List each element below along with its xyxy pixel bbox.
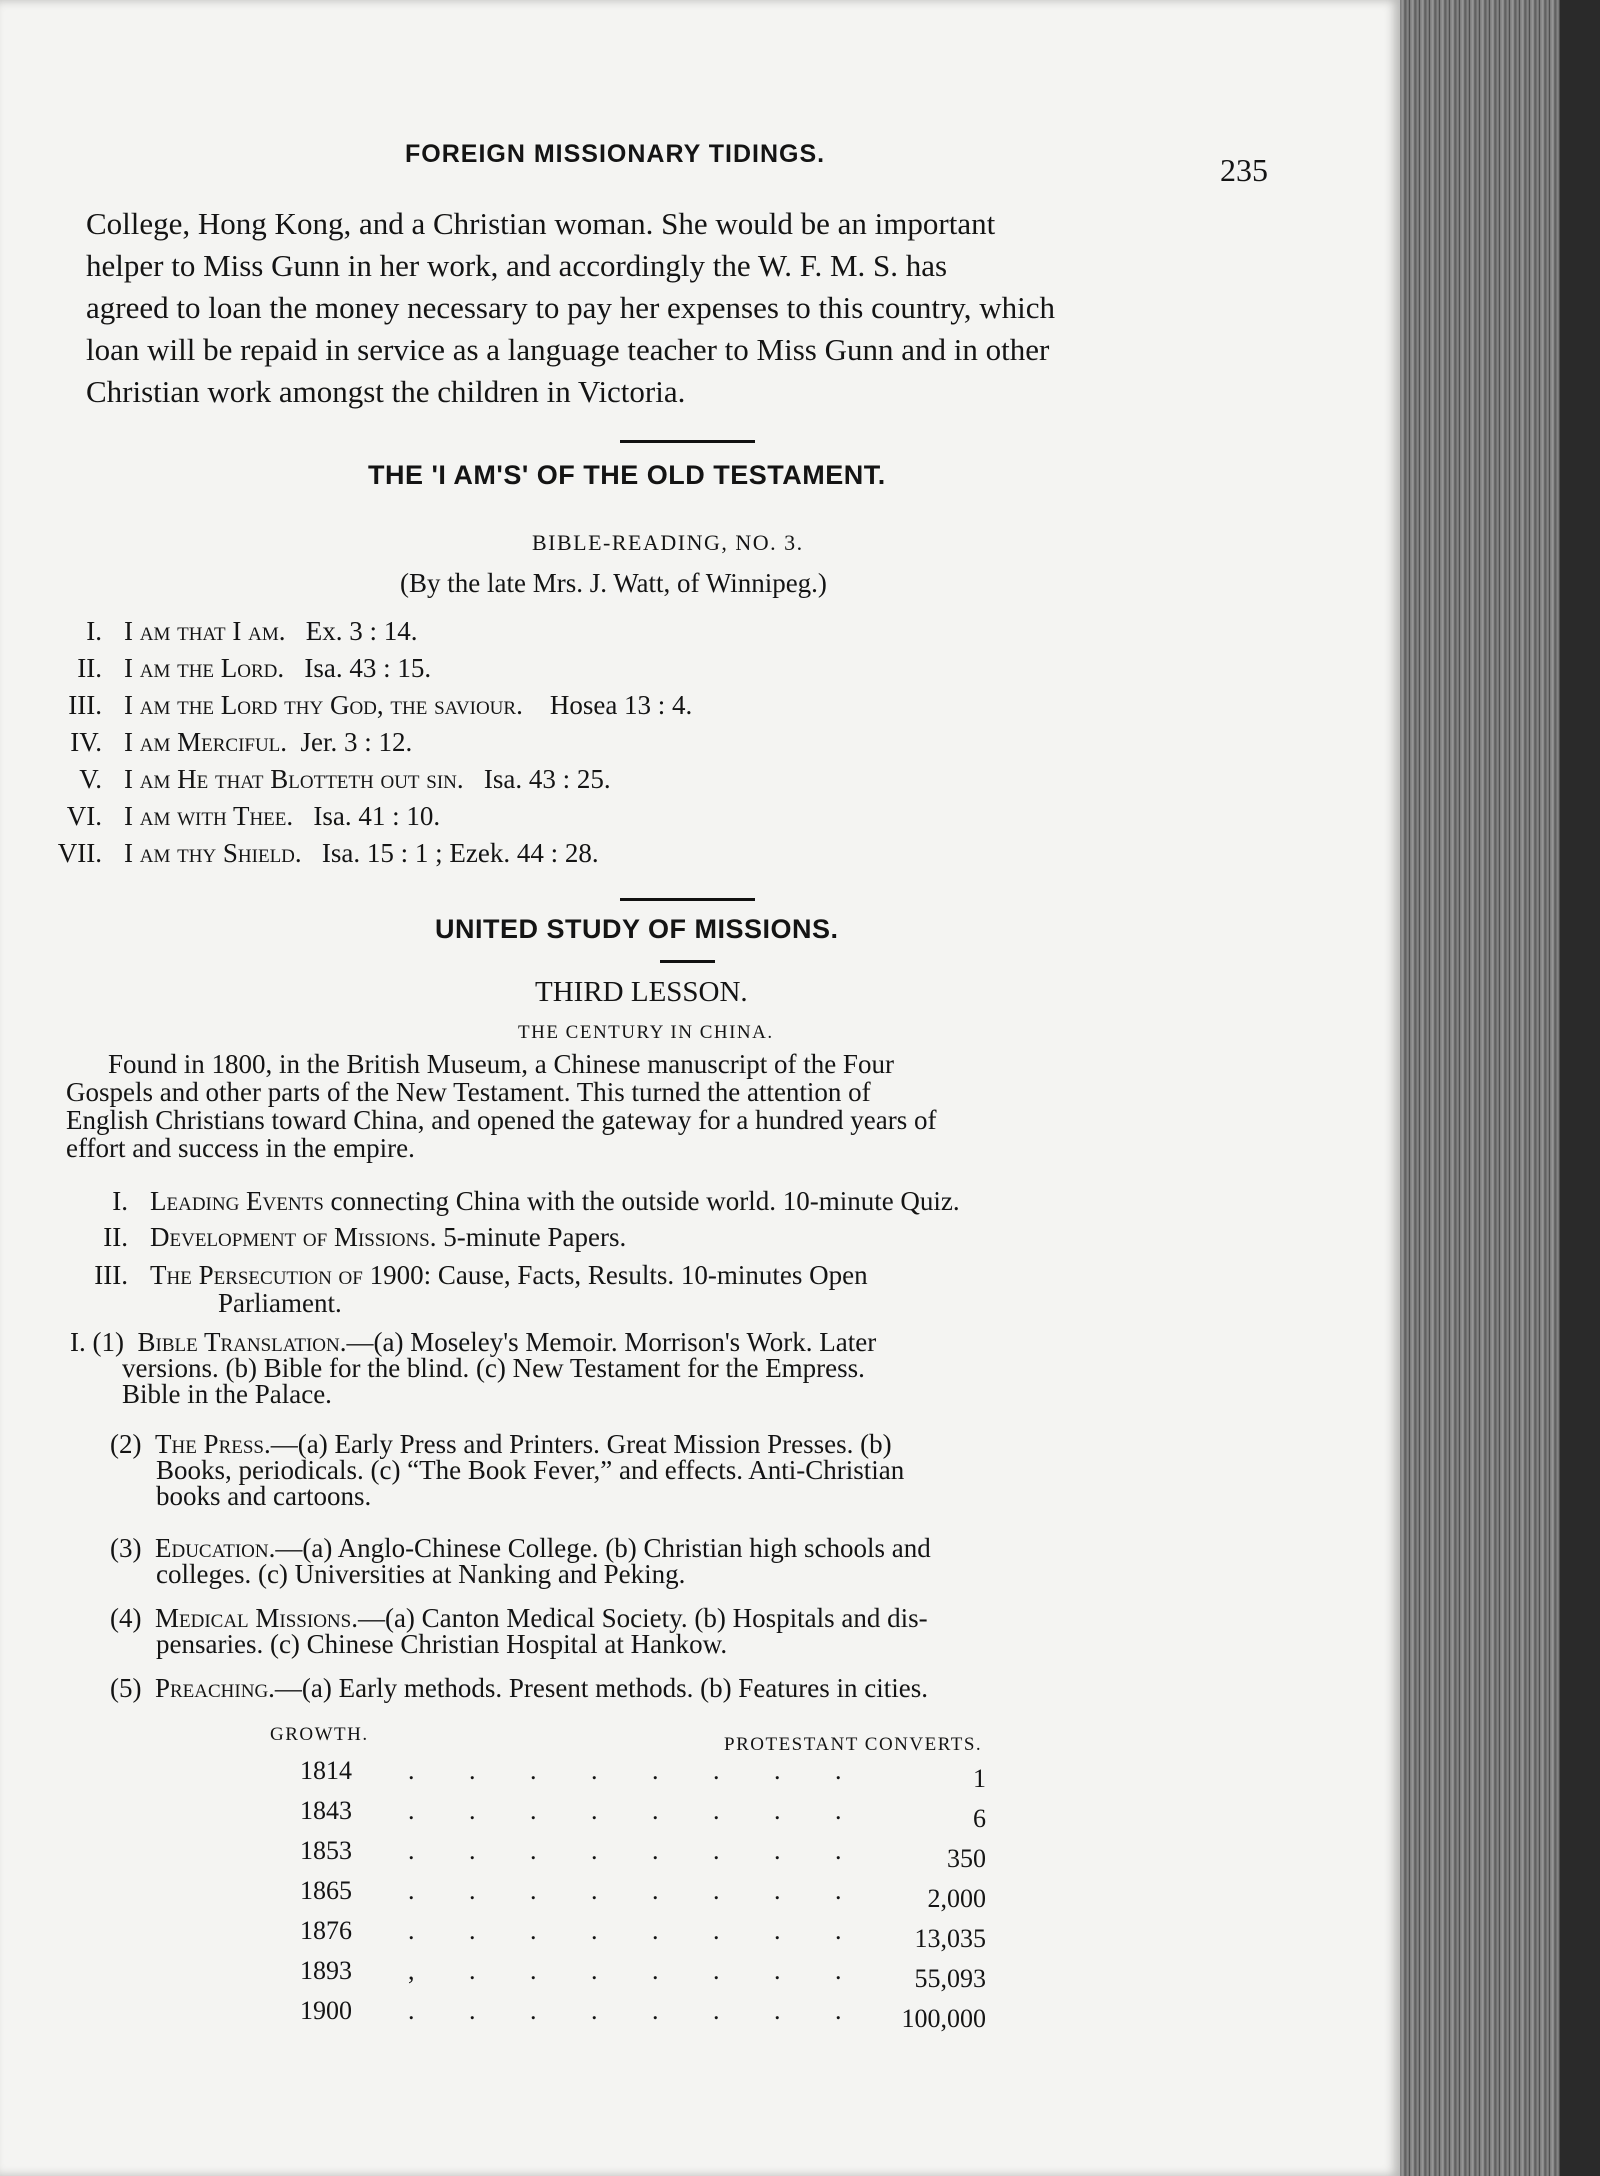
lesson-para-line: Found in 1800, in the British Museum, a Chinese manuscript of the Four (108, 1049, 894, 1079)
section2-title: UNITED STUDY OF MISSIONS. (435, 914, 839, 944)
detail-item: (3) Education.—(a) Anglo-Chinese College. (b) Christian high schools and (110, 1533, 931, 1563)
converts-value: 6 (973, 1804, 986, 1833)
list-item: I. I am that I am. Ex. 3 : 14. (86, 616, 418, 646)
converts-value: 100,000 (901, 2004, 986, 2033)
intro-line: College, Hong Kong, and a Christian woman. She would be an important (86, 206, 996, 241)
list-item: III. I am the Lord thy God, the saviour. Hosea 13 : 4. (68, 690, 693, 720)
detail-item: (4) Medical Missions.—(a) Canton Medical Society. (b) Hospitals and dis- (110, 1603, 928, 1633)
intro-line: helper to Miss Gunn in her work, and accordingly the W. F. M. S. has (86, 248, 948, 283)
detail-item: (5) Preaching.—(a) Early methods. Present methods. (b) Features in cities. (110, 1673, 929, 1703)
leader-dots: . . . . . . . . (408, 1916, 866, 1945)
leader-dots: . . . . . . . . (408, 1796, 866, 1825)
growth-year: 1865 (300, 1876, 352, 1905)
converts-value: 350 (947, 1844, 986, 1873)
leader-dots: . . . . . . . . (408, 1996, 866, 2025)
section1-byline: (By the late Mrs. J. Watt, of Winnipeg.) (400, 568, 827, 598)
detail-line: Bible in the Palace. (122, 1379, 332, 1409)
list-item: VII. I am thy Shield. Isa. 15 : 1 ; Ezek. 44 : 28. (57, 838, 599, 868)
section1-title: THE 'I AM'S' OF THE OLD TESTAMENT. (368, 460, 886, 490)
growth-year: 1814 (300, 1756, 352, 1785)
page-number: 235 (1220, 152, 1268, 188)
section-divider (620, 898, 755, 901)
lesson-para-line: English Christians toward China, and opened the gateway for a hundred years of (66, 1105, 937, 1135)
list-item: VI. I am with Thee. Isa. 41 : 10. (66, 801, 441, 831)
running-title: FOREIGN MISSIONARY TIDINGS. (405, 140, 826, 168)
converts-value: 13,035 (914, 1924, 986, 1953)
outline-item: III. The Persecution of 1900: Cause, Facts, Results. 10-minutes Open (94, 1260, 868, 1290)
lesson-para-line: effort and success in the empire. (66, 1133, 415, 1163)
leader-dots: . . . . . . . . (408, 1836, 866, 1865)
detail-line: pensaries. (c) Chinese Christian Hospital at Hankow. (156, 1629, 728, 1659)
section1-subtitle: BIBLE-READING, NO. 3. (532, 530, 804, 555)
intro-line: agreed to loan the money necessary to pay her expenses to this country, which (86, 290, 1056, 325)
converts-value: 55,093 (914, 1964, 986, 1993)
lesson-subtitle: THE CENTURY IN CHINA. (518, 1022, 774, 1043)
intro-line: Christian work amongst the children in Victoria. (86, 374, 686, 409)
section-divider (620, 440, 755, 443)
list-item: II. I am the Lord. Isa. 43 : 15. (77, 653, 432, 683)
outline-item: I. Leading Events connecting China with the outside world. 10-minute Quiz. (112, 1186, 960, 1216)
converts-col-header: PROTESTANT CONVERTS. (724, 1734, 983, 1755)
growth-col-header: GROWTH. (270, 1724, 369, 1745)
detail-line: colleges. (c) Universities at Nanking and Peking. (156, 1559, 686, 1589)
detail-item: I. (1) Bible Translation.—(a) Moseley's Memoir. Morrison's Work. Later (70, 1327, 877, 1357)
growth-year: 1853 (300, 1836, 352, 1865)
detail-line: versions. (b) Bible for the blind. (c) New Testament for the Empress. (122, 1353, 865, 1383)
converts-value: 2,000 (927, 1884, 986, 1913)
lesson-para-line: Gospels and other parts of the New Testament. This turned the attention of (66, 1077, 871, 1107)
outline-item: II. Development of Missions. 5-minute Papers. (103, 1222, 627, 1252)
growth-year: 1893 (300, 1956, 352, 1985)
growth-year: 1900 (300, 1996, 352, 2025)
growth-year: 1843 (300, 1796, 352, 1825)
outline-continuation: Parliament. (218, 1288, 342, 1318)
list-item: V. I am He that Blotteth out sin. Isa. 43 : 25. (79, 764, 611, 794)
growth-year: 1876 (300, 1916, 352, 1945)
book-page-edges (1400, 0, 1600, 2176)
detail-line: Books, periodicals. (c) “The Book Fever,” and effects. Anti-Christian (156, 1455, 905, 1485)
detail-item: (2) The Press.—(a) Early Press and Printers. Great Mission Presses. (b) (110, 1429, 892, 1459)
detail-line: books and cartoons. (156, 1481, 372, 1511)
list-item: IV. I am Merciful. Jer. 3 : 12. (70, 727, 413, 757)
leader-dots: . . . . . . . . (408, 1756, 866, 1785)
section-divider-short (660, 960, 715, 963)
lesson-title: THIRD LESSON. (535, 976, 748, 1008)
leader-dots: . . . . . . . . (408, 1876, 866, 1905)
converts-value: 1 (973, 1764, 986, 1793)
leader-dots: , . . . . . . . (408, 1956, 866, 1985)
intro-line: loan will be repaid in service as a language teacher to Miss Gunn and in other (86, 332, 1050, 367)
